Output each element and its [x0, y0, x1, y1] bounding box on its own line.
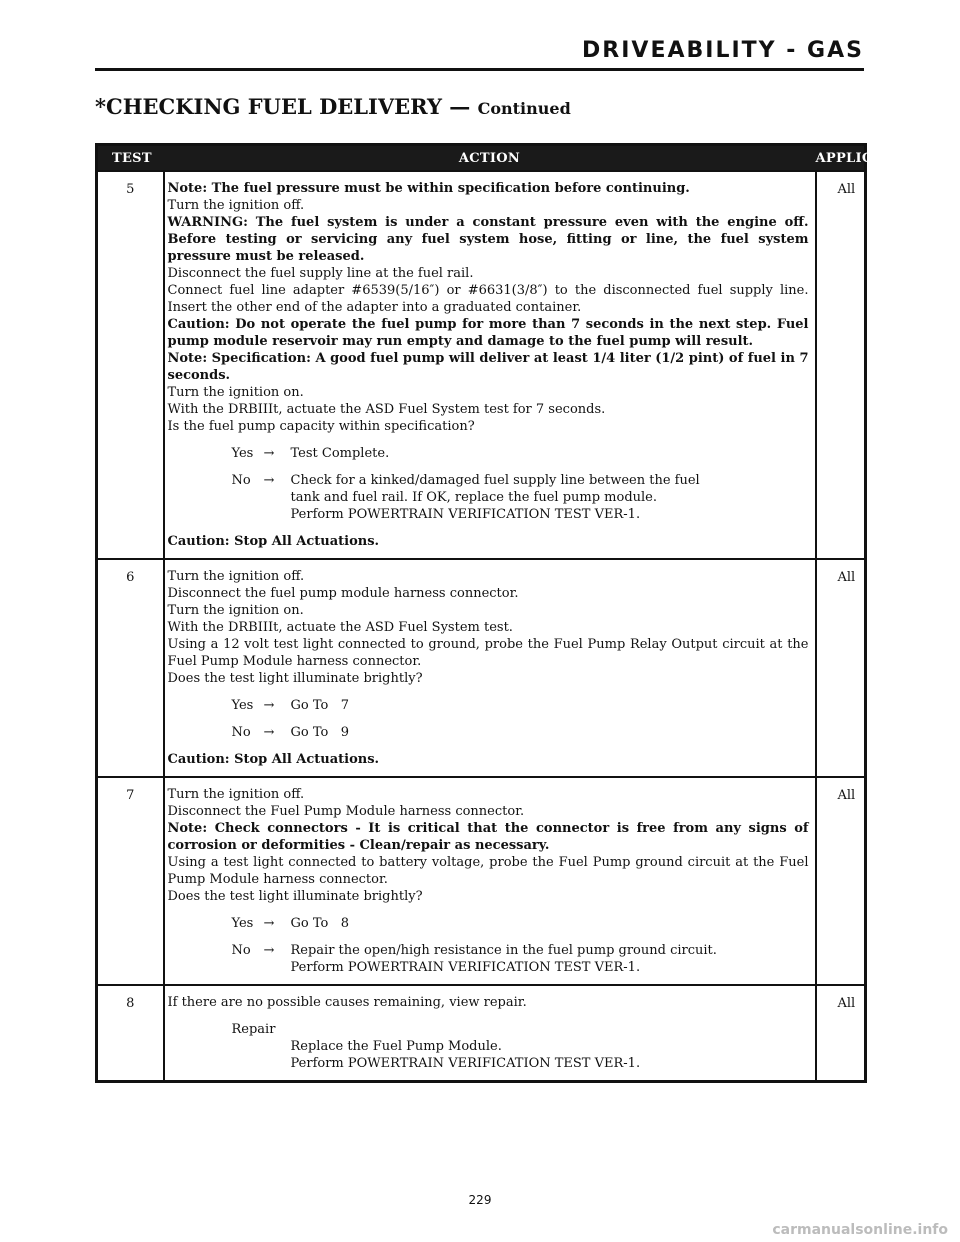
action-cell — [164, 985, 816, 1082]
no-text: Go To 9 — [290, 725, 349, 740]
action-caution: Caution: Stop All Actuations. — [167, 752, 380, 767]
action-step: Turn the ignition off. — [167, 198, 305, 213]
action-question: Does the test light illuminate brightly? — [167, 671, 423, 686]
action-cell — [164, 777, 816, 985]
action-note: Note: Check connectors - It is critical that the connector is free from any signs of corrosion or deformities - Clean/repair as necessary. — [167, 821, 809, 853]
no-branch — [168, 942, 809, 976]
applicability-cell — [816, 777, 866, 985]
action-question: Is the fuel pump capacity within specification? — [167, 419, 475, 434]
action-step: Connect fuel line adapter #6539(5/16″) or #6631(3/8″) to the disconnected fuel supply line. Insert the other end of the adapter into a graduated container. — [167, 283, 809, 315]
no-branch — [168, 724, 809, 741]
action-step: Turn the ignition off. — [167, 787, 305, 802]
table-row — [97, 777, 866, 985]
table-row — [97, 559, 866, 777]
header-action: ACTION — [164, 145, 816, 172]
action-note: Note: Specification: A good fuel pump will deliver at least 1/4 liter (1/2 pint) of fuel in 7 seconds. — [167, 351, 809, 383]
title-continued: Continued — [477, 99, 571, 118]
action-step: With the DRBIIIt, actuate the ASD Fuel System test. — [167, 620, 513, 635]
applicability-value: All — [837, 996, 856, 1011]
action-cell — [164, 559, 816, 777]
no-text: Check for a kinked/damaged fuel supply line between the fuel — [290, 473, 700, 488]
header-test: TEST — [97, 145, 164, 172]
no-text: Perform POWERTRAIN VERIFICATION TEST VER-1. — [290, 960, 641, 975]
test-number: 5 — [97, 171, 164, 559]
applicability-cell — [816, 985, 866, 1082]
yes-text: Go To 7 — [290, 698, 349, 713]
arrow-icon: → — [263, 725, 275, 740]
arrow-icon: → — [263, 698, 275, 713]
test-number: 7 — [97, 777, 164, 985]
arrow-icon: → — [263, 473, 275, 488]
no-text: Perform POWERTRAIN VERIFICATION TEST VER-1. — [290, 507, 641, 522]
table-row — [97, 985, 866, 1082]
action-step: Using a 12 volt test light connected to ground, probe the Fuel Pump Relay Output circuit at the Fuel Pump Module harness connector. — [167, 637, 809, 669]
repair-text: Perform POWERTRAIN VERIFICATION TEST VER-1. — [290, 1056, 641, 1071]
action-question: Does the test light illuminate brightly? — [167, 889, 423, 904]
applicability-cell — [816, 171, 866, 559]
action-step: Disconnect the fuel pump module harness connector. — [167, 586, 519, 601]
repair-label: Repair — [231, 1022, 276, 1037]
arrow-icon: → — [263, 943, 275, 958]
yes-branch — [168, 915, 809, 932]
action-step: Turn the ignition on. — [167, 603, 304, 618]
yes-label: Yes — [231, 916, 254, 931]
title-main: *CHECKING FUEL DELIVERY — — [95, 94, 471, 119]
applicability-value: All — [837, 788, 856, 803]
action-step: Disconnect the fuel supply line at the fuel rail. — [167, 266, 474, 281]
action-warning: WARNING: The fuel system is under a constant pressure even with the engine off. Before testing or servicing any fuel system hose, fitting or line, the fuel system pressure must be released. — [167, 215, 809, 264]
action-caution: Caution: Do not operate the fuel pump for more than 7 seconds in the next step. Fuel pump module reservoir may run empty and damage to the fuel pump will result. — [167, 317, 809, 349]
action-cell — [164, 171, 816, 559]
action-step: With the DRBIIIt, actuate the ASD Fuel System test for 7 seconds. — [167, 402, 606, 417]
page-title — [95, 94, 571, 119]
no-text: tank and fuel rail. If OK, replace the fuel pump module. — [290, 490, 658, 505]
action-caution: Caution: Stop All Actuations. — [167, 534, 380, 549]
test-table — [95, 143, 936, 1083]
yes-label: Yes — [231, 698, 254, 713]
arrow-icon: → — [263, 446, 275, 461]
arrow-icon: → — [263, 916, 275, 931]
applicability-cell — [816, 559, 866, 777]
no-label: No — [231, 943, 251, 958]
applicability-value: All — [837, 570, 856, 585]
repair-text: Replace the Fuel Pump Module. — [290, 1039, 502, 1054]
yes-text: Go To 8 — [290, 916, 349, 931]
watermark: carmanualsonline.info — [772, 1222, 948, 1238]
repair-block — [168, 1021, 809, 1072]
yes-text: Test Complete. — [290, 446, 390, 461]
action-step: If there are no possible causes remaining, view repair. — [167, 995, 527, 1010]
yes-label: Yes — [231, 446, 254, 461]
no-label: No — [231, 725, 251, 740]
page-number: 229 — [468, 1193, 492, 1207]
header-applicability: APPLICABILITY — [816, 145, 866, 172]
action-step: Turn the ignition off. — [167, 569, 305, 584]
test-number: 6 — [97, 559, 164, 777]
action-step: Using a test light connected to battery voltage, probe the Fuel Pump ground circuit at the Fuel Pump Module harness connector. — [167, 855, 809, 887]
action-step: Disconnect the Fuel Pump Module harness connector. — [167, 804, 525, 819]
no-branch — [168, 472, 809, 523]
header-rule — [95, 68, 864, 71]
test-number: 8 — [97, 985, 164, 1082]
yes-branch — [168, 697, 809, 714]
yes-branch — [168, 445, 809, 462]
section-header: DRIVEABILITY - GAS — [582, 38, 864, 63]
applicability-value: All — [837, 182, 856, 197]
table-row — [97, 171, 866, 559]
action-note: Note: The fuel pressure must be within specification before continuing. — [167, 181, 690, 196]
no-label: No — [231, 473, 251, 488]
table-header-row — [97, 145, 866, 172]
no-text: Repair the open/high resistance in the fuel pump ground circuit. — [290, 943, 717, 958]
action-step: Turn the ignition on. — [167, 385, 304, 400]
